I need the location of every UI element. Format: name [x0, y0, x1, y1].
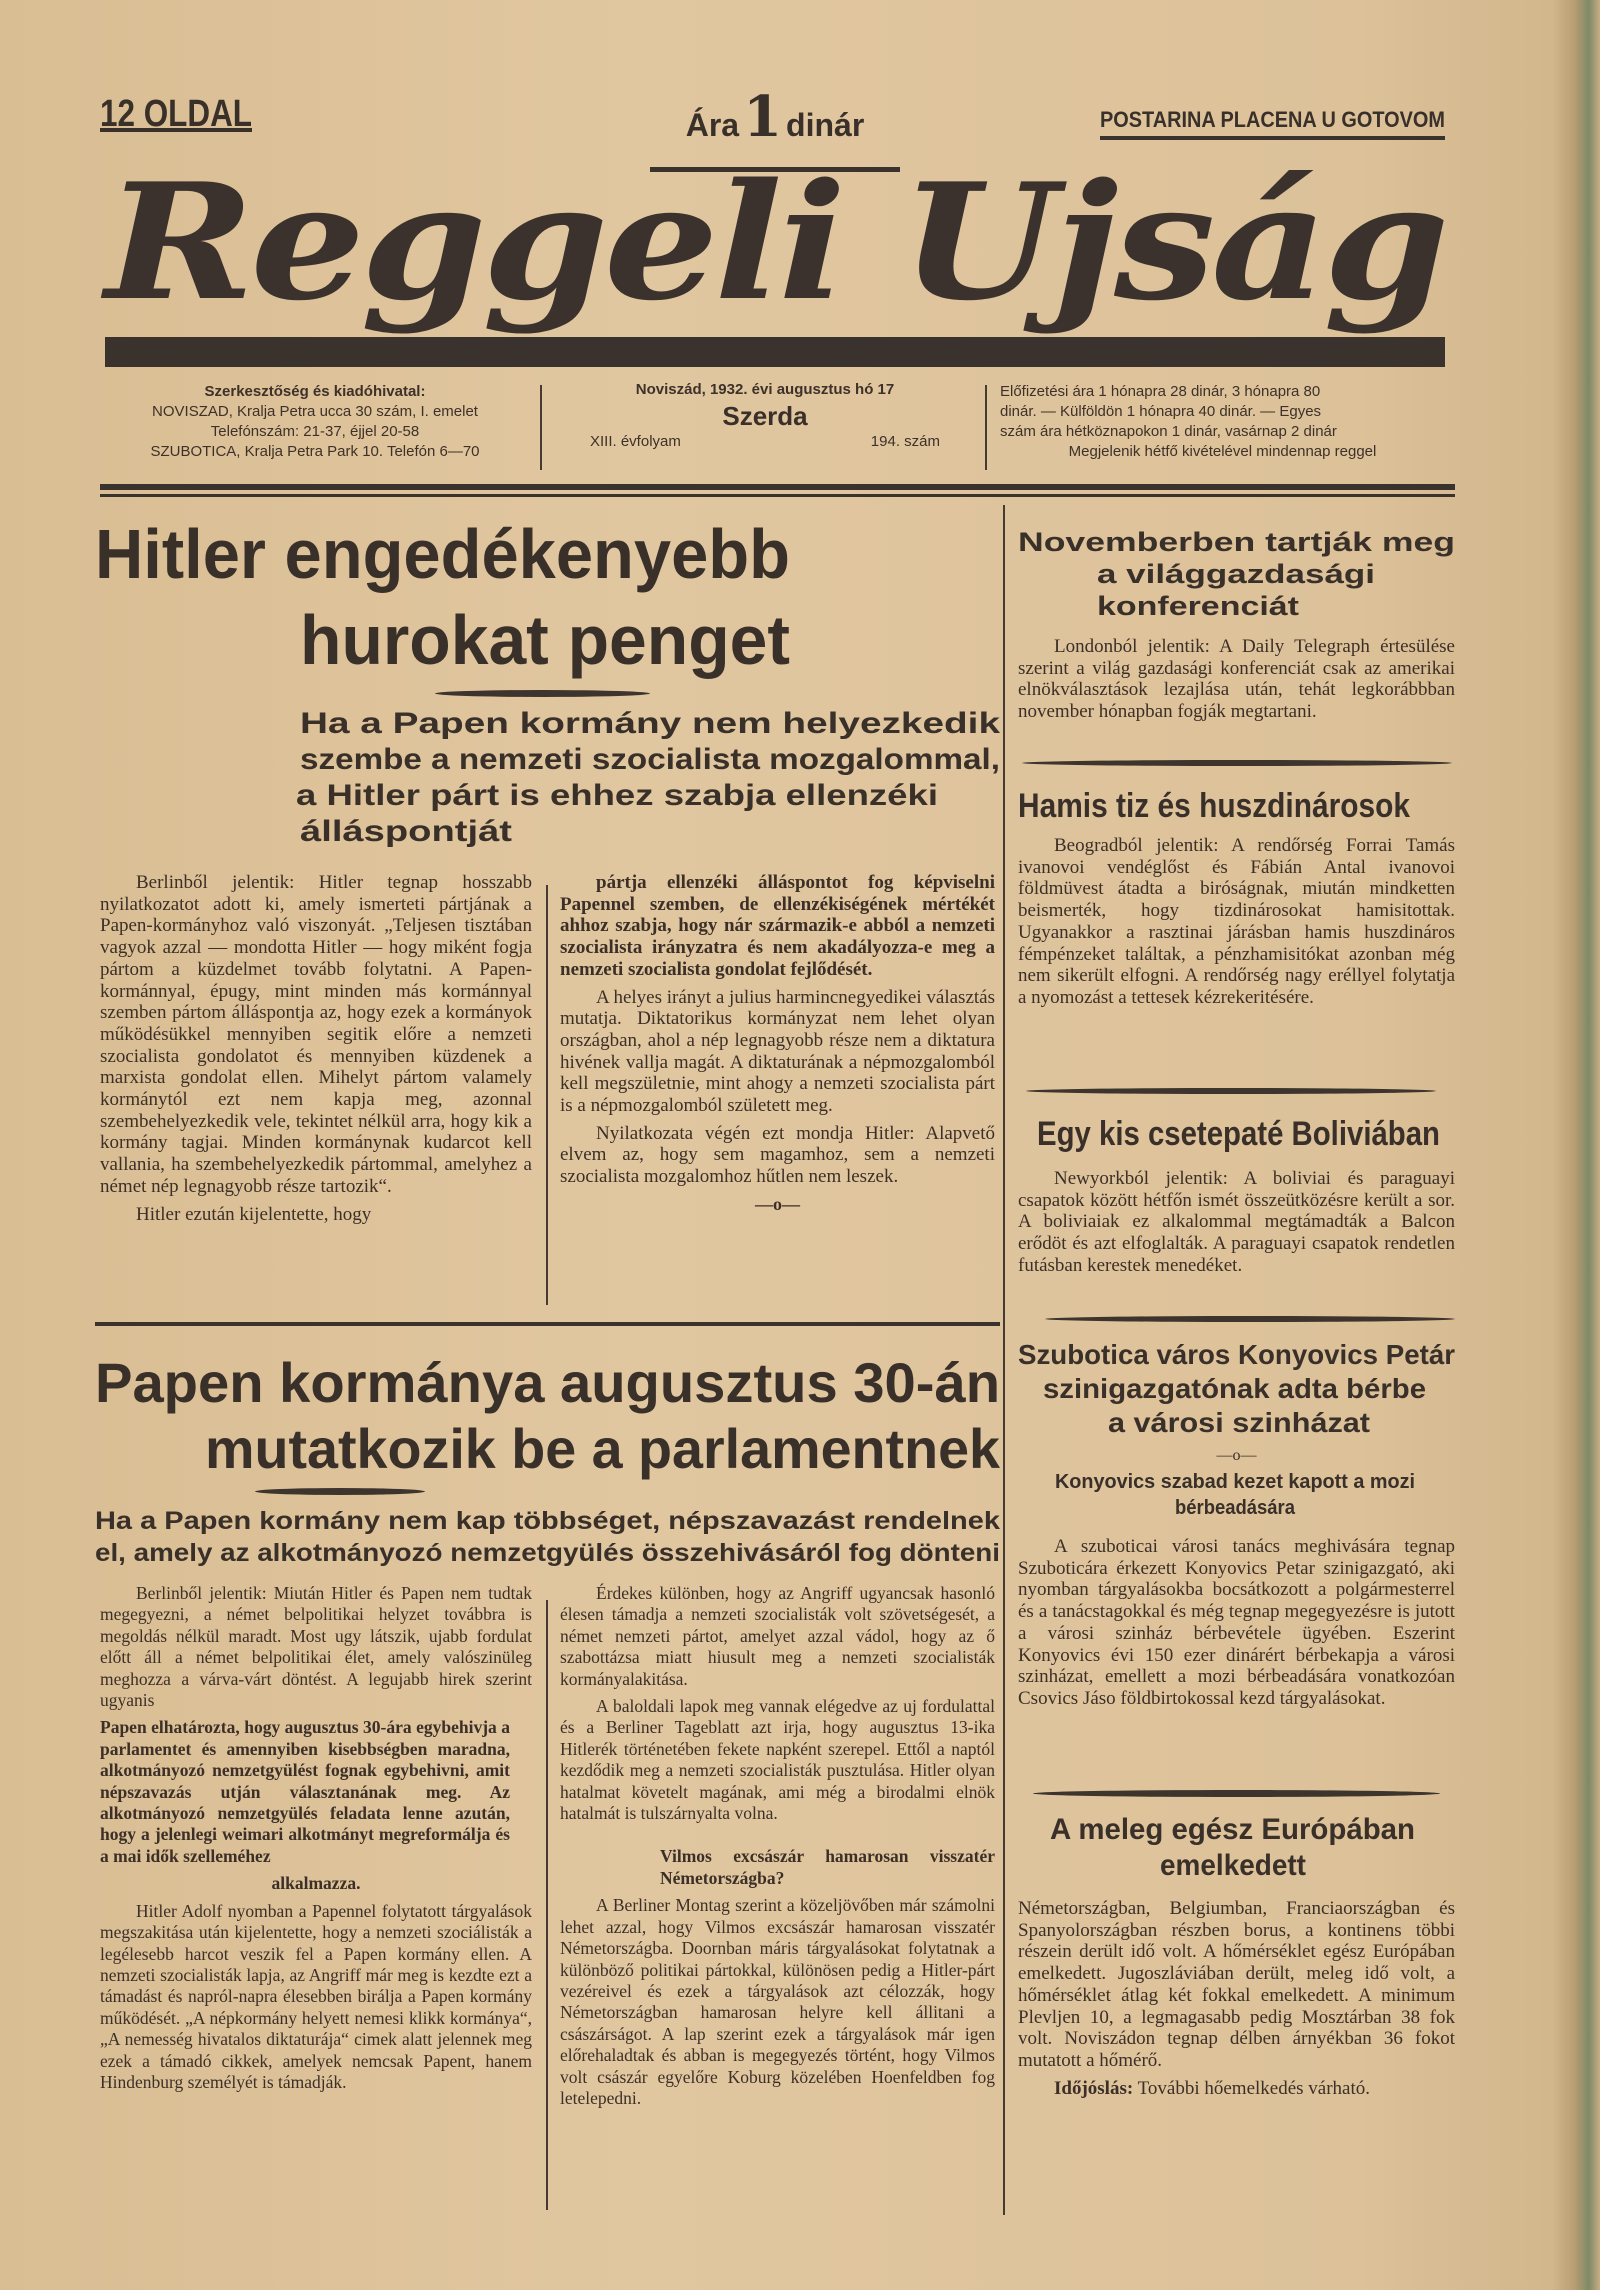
- headline-line: konferenciát: [1097, 591, 1299, 621]
- article-separator: [1045, 1316, 1455, 1322]
- article-separator: [95, 1322, 1000, 1326]
- subhead-line: Ha a Papen kormány nem kap többséget, népszavazást rendelnek: [95, 1507, 1000, 1535]
- info-divider: [985, 385, 987, 470]
- article-separator: [1026, 1088, 1436, 1094]
- office-heading: Szerkesztőség és kiadóhivatal:: [204, 383, 426, 400]
- article1-column2: [560, 872, 995, 1312]
- column-divider: [546, 885, 548, 1305]
- szubotica-subhead: [1175, 1496, 1295, 1520]
- headline-line: Egy kis csetepaté Boliviában: [1037, 1115, 1440, 1153]
- article2-column2: [560, 1583, 995, 2223]
- subhead-line: bérbeadására: [1175, 1497, 1295, 1519]
- meleg-headline: [1160, 1848, 1306, 1884]
- article2-column1: [100, 1583, 532, 2223]
- postage-label: POSTARINA PLACENA U GOTOVOM: [1100, 107, 1445, 132]
- header-rule: [100, 494, 1455, 497]
- hamis-headline: [1018, 786, 1410, 826]
- szubotica-headline: [1043, 1372, 1426, 1406]
- issue-number: 194. szám: [870, 433, 940, 450]
- headline-line: Szubotica város Konyovics Petár: [1018, 1339, 1455, 1370]
- meleg-headline: [1050, 1812, 1415, 1848]
- info-divider: [540, 385, 542, 470]
- subhead-line: a Hitler párt is ehhez szabja ellenzéki: [296, 779, 938, 812]
- price-number: 1: [743, 84, 783, 150]
- november-headline: [1097, 590, 1299, 622]
- subotica-office: SZUBOTICA, Kralja Petra Park 10. Telefón 6—70: [150, 443, 480, 460]
- price-prefix: Ára: [685, 107, 740, 143]
- paragraph: Hitler Adolf nyomban a Papennel folytatott tárgyalások megszakitása után kijelentette, hogy a nemzeti szociálisták a legélesebb harcot veszik fel a Papen kormány ellen. A nemzeti szocialisták lapja, az Angriff már meg is kezdte ezt a támadást és napról-napra élesebben birálja a Papen kormány működését. „A népkormány helyett nemesi klikk kormánya“, „A nemesség hivatalos diktaturája“ cimek alatt jelennek meg ezek a támadó cikkek, amelyek nemcsak Papent, hanem Hindenburg személyét is támadják.: [100, 1900, 532, 2092]
- subhead-line: álláspontját: [300, 815, 512, 848]
- decorative-rule: [255, 1488, 425, 1495]
- szubotica-body: [1018, 1536, 1455, 1716]
- article1-subhead: [296, 778, 938, 814]
- headline-line: Novemberben tartják meg: [1018, 527, 1455, 557]
- paragraph: Beogradból jelentik: A rendőrség Forrai Tamás ivanovoi vendéglőst és Fábián Antal ivanovoi földmüvest átadta a biróságnak, miután mindketten beismerték, hogy tizdinárosokat hamisitottak. Ugyanakkor a rasztinai járásban hamis huszdináros fémpénzeket találtak, a pénzhamisitókat azonban még nem sikerült elfogni. A rendőrség nagy eréllyel folytatja a nyomozást a tettesek kézrekeritésére.: [1018, 835, 1455, 1008]
- paragraph: Érdekes különben, hogy az Angriff ugyancsak hasonló élesen támadja a nemzeti szocialisták volt szövetségesét, a német nemzeti pártot, amelyet azzal vádol, hogy az ő szabottázsa miatt hiusult meg a nemzeti szocialisták kormányalakitása.: [560, 1583, 995, 1689]
- headline-line: Papen kormánya augusztus 30-án: [95, 1351, 1001, 1414]
- page-count: [100, 92, 252, 138]
- article-separator: [1022, 760, 1452, 766]
- end-mark: —o—: [755, 1193, 800, 1214]
- headline-line: hurokat penget: [300, 601, 790, 679]
- column-divider: [1003, 505, 1005, 2215]
- office-address: NOVISZAD, Kralja Petra ucca 30 szám, I. emelet: [152, 403, 478, 420]
- headline-line: A meleg egész Európában: [1050, 1813, 1415, 1846]
- paragraph: Newyorkból jelentik: A boliviai és paraguayi csapatok között hétfőn ismét összeütközésre került a sor. A boliviaiak ez alkalommal megtámadták a Balcon erődöt és azt elfoglalták. A paraguayi csapatok rendetlen futásban kerestek menedéket.: [1018, 1168, 1455, 1276]
- meleg-body: [1018, 1898, 1455, 2105]
- headline-line: emelkedett: [1160, 1849, 1306, 1882]
- issue-volume: XIII. évfolyam: [590, 433, 681, 450]
- paragraph: Londonból jelentik: A Daily Telegraph értesülése szerint a világ gazdasági konferenciát csak az amerikai elnökválasztások lezajlása után, tehát legkorábbban november hónapban fogják megtartani.: [1018, 636, 1455, 723]
- page-count-label: 12 OLDAL: [100, 93, 252, 135]
- szubotica-headline: [1108, 1406, 1370, 1440]
- article1-subhead: [300, 706, 1000, 742]
- article-separator: [1033, 1790, 1440, 1797]
- headline-line: a világgazdasági: [1097, 559, 1375, 589]
- november-headline: [1097, 558, 1375, 590]
- editorial-office-info: [100, 382, 530, 462]
- article2-headline: [95, 1350, 1000, 1416]
- forecast-text: További hőemelkedés várható.: [1137, 2077, 1371, 2099]
- paragraph: A helyes irányt a julius harmincnegyedikei választás mutatja. Diktatorikus kormányzat nem lehet olyan országban, ahol a nép legnagyobb része nem a diktatura hivének vallja magát. A diktaturának a népmozgalomból kell megszületnie, mint ahogy a nemzeti szocialista párt is a népmozgalomból született meg.: [560, 986, 995, 1117]
- paragraph: A szuboticai városi tanács meghivására tegnap Szuboticára érkezett Konyovics Petar szinigazgató, aki nyomban tárgyalásokba bocsátkozott a polgármesterrel és a tanácstagokkal és még tegnap megegyezésre is jutott a városi szinház bérbevétele ügyében. Eszerint Konyovics évi 150 ezer dinárért bérbekapja a városi szinházat, emellett a mozi bérbeadására vonatkozóan Csovics Jáso földbirtokossal kezd tárgyalásokat.: [1018, 1536, 1455, 1709]
- office-phone: Telefónszám: 21-37, éjjel 20-58: [210, 423, 420, 440]
- paragraph: A Berliner Montag szerint a közeljövőben már számolni lehet azzal, hogy Vilmos excsászár hamarosan visszatér Németországba. Doornban máris tárgyalásokat folytatnak a különböző politikai pártokkal, különösen pedig a Hitler-párt vezéreivel és ezek a tárgyalások azt célozzák, hogy Németországban hamarosan helyre kell állitani a császárságot. A lap szerint ezek a tárgyalások már igen előrehaladtak és abban is megegyezés történt, hogy Vilmos volt császár egyelőre Koburg közelében Hoenfeldben fog letelepedni.: [560, 1895, 995, 2108]
- subhead-line: Konyovics szabad kezet kapott a mozi: [1055, 1471, 1415, 1493]
- issue-info: [590, 380, 940, 452]
- paragraph: Berlinből jelentik: Hitler tegnap hosszabb nyilatkozatot adott ki, amely ismerteti pártjának a Papen-kormányhoz való viszonyát. „Teljesen tisztában vagyok azzal — mondotta Hitler — hogy miként fogja pártom a küzdelmet tovább folytatni. A Papen-kormánnyal, épugy, mint minden más kormánnyal szemben pártom álláspontja az, hogy ezek a kormányok működésükkel mennyiben segitik előre a nemzeti szocialista gondolatot és mennyiben küzdenek a marxista gondolat ellen. Mihelyt pártom valamely kormánytól ezt nem kapja meg, azonnal szembehelyezkedik vele, tekintet nélkül arra, hogy kik a kormány tagjai. Minden kormánynak kudarcot kell vallania, ha szembehelyezkedik pártommal, amelyhez a német nép legnagyobb része tartozik“.: [100, 872, 532, 1197]
- article1-headline: [300, 598, 790, 682]
- masthead: [105, 150, 1445, 335]
- article2-subhead: [95, 1538, 1000, 1568]
- subhead-line: szembe a nemzeti szocialista mozgalommal,: [300, 743, 1000, 776]
- headline-line: Hamis tiz és huszdinárosok: [1018, 787, 1410, 825]
- subscription-line: dinár. — Külföldön 1 hónapra 40 dinár. — Egyes: [1000, 403, 1322, 420]
- paragraph: pártja ellenzéki álláspontot fog képviselni Papennel szemben, de ellenzékiségének mértékét ahhoz szabja, hogy nár származik-e abból a nemzeti szocialista irányzatra és nem akadályozza-e meg a nemzeti szocialista gondolat fejlődését.: [560, 872, 995, 980]
- article1-column1: [100, 872, 532, 1312]
- headline-line: Hitler engedékenyebb: [95, 515, 790, 593]
- decorative-rule: [435, 690, 650, 697]
- paragraph: Hitler ezután kijelentette, hogy: [136, 1203, 372, 1225]
- paragraph: Berlinből jelentik: Miután Hitler és Papen nem tudtak megegyezni, a német belpolitikai helyzet továbbra is megoldás nélkül maradt. Most ugy látszik, ujabb fordulat előtt áll a német belpolitikai élet, amely valószinüleg meghozza a várva-várt döntést. A legujabb hirek szerint ugyanis: [100, 1583, 532, 1711]
- subscription-info: [1000, 382, 1445, 462]
- november-body: [1018, 636, 1455, 729]
- article1-subhead: [300, 814, 512, 850]
- column-divider: [546, 1600, 548, 2210]
- subhead-line: el, amely az alkotmányozó nemzetgyülés összehivásáról fog dönteni: [95, 1539, 1000, 1567]
- highlighted-block: Papen elhatározta, hogy augusztus 30-ára egybehivja a parlamentet és amennyiben kisebbségben maradna, alkotmányozó nemzetgyülést fognak egybehivni, amit népszavazás utján választanának meg. Az alkotmányozó nemzetgyülés feladata lenne azután, hogy a jelenlegi weimari alkotmányt megreformálja és a mai idők szelleméhez: [100, 1717, 510, 1866]
- issue-day: Szerda: [722, 401, 808, 431]
- header-rule: [100, 484, 1455, 490]
- highlighted-block-end: alkalmazza.: [271, 1873, 361, 1894]
- hamis-body: [1018, 835, 1455, 1015]
- publication-days: Megjelenik hétfő kivételével mindennap reggel: [1068, 443, 1377, 460]
- bolivia-headline: [1037, 1114, 1440, 1154]
- article2-subhead: [95, 1506, 1000, 1536]
- paragraph: A baloldali lapok meg vannak elégedve az uj fordulattal és a Berliner Tageblatt azt irja, hogy augusztus 13-ika Hitlerék történetében fekete napként szerepel. Ettől a naptól kezdődik meg a nemzeti szocialisták pusztulása. Hitler olyan hatalmat követelt magának, ami még a birodalmi elnök hatalmát is tulszárnyalta volna.: [560, 1696, 995, 1824]
- postage-note: [1100, 106, 1445, 140]
- headline-line: mutatkozik be a parlamentnek: [205, 1417, 1000, 1480]
- article1-subhead: [300, 742, 1000, 778]
- paragraph: Németországban, Belgiumban, Franciaországban és Spanyolországban részben borus, a kontinens többi részein derült idő volt. A hőmérséklet egész Európában emelkedett. Jugoszláviában derült, meleg idő volt, a hőmérséklet átlag két fokkal emelkedett. A minimum Plevljen 10, a legmagasabb pedig Mosztárban 38 fok volt. Noviszádon tegnap délben árnyékban 36 fokot mutatott a hőmérő.: [1018, 1898, 1455, 2071]
- masthead-underbar: [105, 337, 1445, 367]
- headline-line: a városi szinházat: [1108, 1407, 1370, 1438]
- paragraph: Nyilatkozata végén ezt mondja Hitler: Alapvető elvem az, hogy sem magamhoz, sem a nemzeti szocialista mozgalomhoz hűtlen nem leszek.: [560, 1122, 995, 1188]
- subhead-line: Ha a Papen kormány nem helyezkedik: [300, 707, 1000, 740]
- bolivia-body: [1018, 1168, 1455, 1283]
- szubotica-headline: [1018, 1338, 1455, 1372]
- masthead-title: Reggeli Ujság: [105, 148, 1445, 336]
- headline-line: szinigazgatónak adta bérbe: [1043, 1373, 1426, 1404]
- forecast-label: Időjóslás:: [1054, 2077, 1134, 2099]
- price-suffix: dinár: [786, 107, 865, 143]
- article2-headline: [205, 1416, 1000, 1482]
- issue-date: Noviszád, 1932. évi augusztus hó 17: [635, 381, 895, 398]
- subheading: Vilmos excsászár hamarosan visszatér Németországba?: [660, 1846, 995, 1888]
- section-mark: —o—: [1216, 1447, 1257, 1464]
- subscription-line: Előfizetési ára 1 hónapra 28 dinár, 3 hónapra 80: [1000, 383, 1321, 400]
- article1-headline: [95, 512, 790, 596]
- szubotica-subhead: [1055, 1470, 1415, 1494]
- november-headline: [1018, 526, 1455, 558]
- subscription-line: szám ára hétköznapokon 1 dinár, vasárnap 2 dinár: [1000, 423, 1337, 440]
